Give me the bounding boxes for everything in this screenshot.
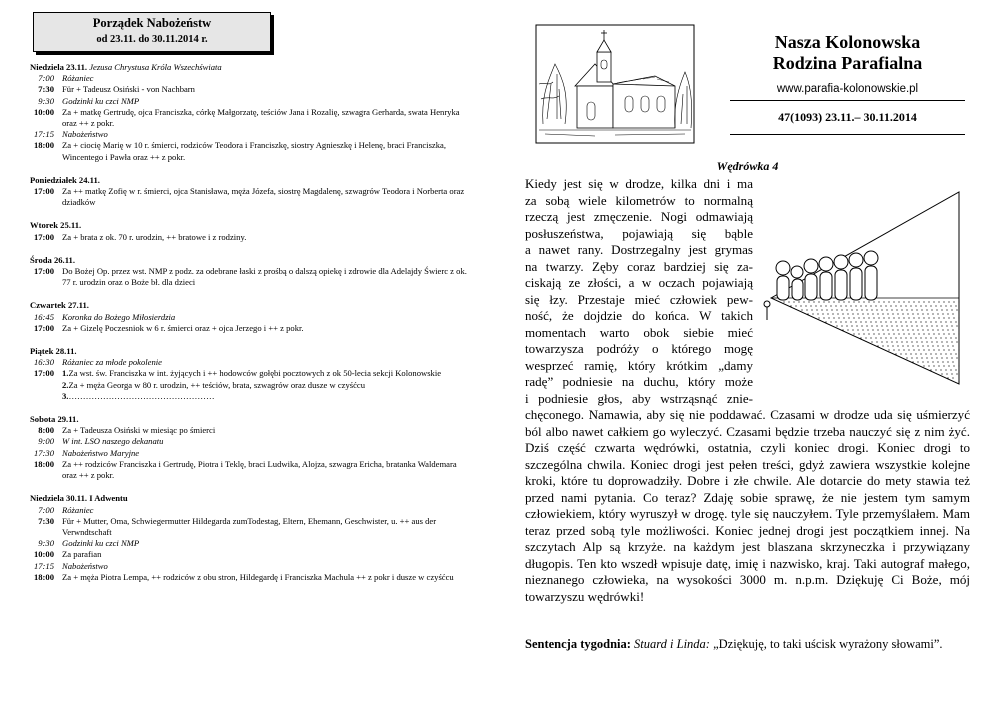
mass-intention [62, 232, 470, 243]
intention-text: Różaniec [62, 73, 94, 84]
mass-intention [62, 73, 470, 84]
mass-intention [62, 107, 470, 129]
parish-url[interactable]: www.parafia-kolonowskie.pl [776, 83, 919, 95]
mass-time: 7:30 [38, 515, 54, 526]
schedule-day [30, 255, 470, 289]
article-line: radę” podniesie na duchu, który może [525, 374, 753, 389]
mass-time: 8:00 [38, 425, 54, 436]
mass-time: 17:00 [33, 266, 54, 277]
church-illustration [535, 24, 695, 144]
day-title [30, 300, 470, 311]
mass-intention [62, 96, 470, 107]
schedule-day [30, 175, 470, 209]
mass-intention [62, 357, 470, 368]
intention-number: 3. [62, 390, 69, 401]
intention-text: Godzinki ku czci NMP [62, 538, 140, 549]
mass-time: 10:00 [33, 106, 54, 117]
schedule-row [30, 538, 470, 549]
article-line: rzeczą jest zmęczenie. Nogi odmawiają [525, 209, 753, 224]
intention-text: Za + Tadeusza Osiński w miesiąc po śmierci [62, 425, 216, 436]
mass-time: 7:00 [38, 504, 54, 515]
bulletin-title-block [725, 32, 970, 95]
mass-intention [62, 436, 470, 447]
mass-time: 10:00 [33, 549, 54, 560]
mass-intention [62, 380, 470, 391]
intention-number: 2. [62, 379, 69, 390]
intention-text: Godzinki ku czci NMP [62, 95, 140, 106]
mass-time: 18:00 [33, 140, 54, 151]
intention-text: Nabożeństwo [62, 560, 108, 571]
mass-time: 7:30 [38, 84, 54, 95]
day-date: Piątek 28.11. [30, 346, 77, 357]
day-title [30, 220, 470, 231]
mass-intention [62, 266, 470, 288]
intention-text: Koronka do Bożego Miłosierdzia [62, 311, 176, 322]
schedule-row [30, 96, 470, 107]
article-line: momentach warto obok siebie mieć [525, 324, 753, 340]
intention-text: Für + Mutter, Oma, Schwiegermutter Hildegarda zumTodestag, Eltern, Ehemann, Geschwister, u. ++ aus der Verwndtschaft [62, 515, 437, 537]
schedule-row [30, 84, 470, 95]
mass-intention [62, 561, 470, 572]
mass-intention [62, 505, 470, 516]
mass-time: 9:30 [38, 95, 54, 106]
schedule-row [30, 572, 470, 583]
schedule-row [30, 448, 470, 459]
day-title [30, 493, 470, 504]
mass-time: 17:00 [33, 231, 54, 242]
mass-time: 18:00 [33, 458, 54, 469]
mass-time: 16:45 [33, 311, 54, 322]
article-line: ność, że dojdzie do końca. W takich [525, 308, 753, 323]
article-narrow-lines [525, 176, 970, 407]
schedule-day [30, 346, 470, 402]
sentence-label: Sentencja tygodnia: [525, 637, 631, 651]
article-line: wesprzeć ramię, który krótkim „damy [525, 357, 753, 373]
day-date: Poniedziałek 24.11. [30, 174, 100, 185]
schedule-row [30, 505, 470, 516]
day-date: Czwartek 27.11. [30, 300, 89, 311]
mass-time: 16:30 [33, 357, 54, 368]
intention-text: Za ++ matkę Zofię w r. śmierci, ojca Stanisława, męża Józefa, siostrę Magdalenę, szwagrów Teodora i Norberta oraz dziadków [62, 186, 465, 208]
intention-text: Za + męża Piotra Lempa, ++ rodziców z obu stron, Hildegardę i Franciszka Machula ++ z pokr i dusze w czyśćcu [62, 571, 454, 582]
mass-intention [62, 549, 470, 560]
day-subtitle: Jezusa Chrystusa Króla Wszechświata [89, 62, 222, 72]
intention-number: 1. [62, 368, 69, 379]
article-line: się łzy. Przestaje mieć człowiek pew- [525, 291, 753, 307]
mass-time: 9:30 [38, 538, 54, 549]
schedule-row [30, 357, 470, 368]
schedule-dates: od 23.11. do 30.11.2014 r. [96, 34, 208, 45]
article-line: ciskają ze złości, a w oczach pojawiają [525, 275, 753, 290]
day-date: Wtorek 25.11. [30, 220, 82, 231]
schedule-row [30, 323, 470, 334]
schedule-row [30, 312, 470, 323]
intention-text: Za + matkę Gertrudę, ojca Franciszka, córkę Małgorzatę, teściów Jana i Rozalię, szwagra Gerharda, swata Henryka oraz ++ z pokr. [62, 106, 460, 129]
day-title [30, 414, 470, 425]
mass-intention [62, 538, 470, 549]
article-line: a nawet rany. Dostrzegalny jest grymas [525, 242, 753, 257]
schedule-day [30, 62, 470, 163]
article-line: na twarzy. Zęby coraz bardziej się za- [525, 258, 753, 274]
article-title: Wędrówka 4 [716, 159, 779, 173]
mass-intention [62, 84, 470, 95]
article-line: i podniesie głos, aby wstrząsnąć znie- [525, 390, 753, 406]
sentence-author: Stuard i Linda: [634, 637, 710, 651]
schedule-row [30, 561, 470, 572]
schedule-row [30, 436, 470, 447]
intention-text: Za + męża Georga w 80 r. urodzin, ++ teściów, brata, szwagrów oraz dusze w czyśćcu [68, 379, 366, 390]
schedule-header-box [33, 12, 271, 52]
mass-time: 17:15 [33, 560, 54, 571]
mass-time: 17:00 [33, 368, 54, 379]
schedule-row [30, 391, 470, 402]
article-line: za sobą wiele kilometrów to normalną [525, 192, 753, 208]
mass-intention [62, 312, 470, 323]
mass-time: 17:00 [33, 186, 54, 197]
schedule-title: Porządek Nabożeństw [92, 16, 212, 30]
mass-intention [62, 572, 470, 583]
intention-text: …………………………………………… [68, 390, 215, 401]
mass-intention [62, 140, 470, 162]
article-body [525, 176, 970, 605]
schedule-row [30, 380, 470, 391]
day-title [30, 346, 470, 357]
day-date: Niedziela 23.11. [30, 62, 88, 72]
article-line: posłuszeństwa, pojawiają się bąble [525, 225, 753, 241]
mass-intention [62, 448, 470, 459]
mass-intention [62, 129, 470, 140]
schedule-row [30, 368, 470, 379]
mass-intention [62, 459, 470, 481]
mass-time: 17:30 [33, 447, 54, 458]
issue-number: 47(1093) 23.11.– 30.11.2014 [778, 110, 917, 124]
article-line: towarzysza podróży o którego mogę [525, 341, 753, 356]
mass-intention [62, 391, 470, 402]
bulletin-title-line2: Rodzina Parafialna [772, 53, 923, 73]
mass-time: 17:00 [33, 322, 54, 333]
mass-time: 7:00 [38, 73, 54, 84]
mass-time: 17:15 [33, 129, 54, 140]
sentence-text: „Dziękuję, to taki uścisk wyrażony słowami”. [713, 637, 943, 651]
bulletin-title-line1: Nasza Kolonowska [774, 32, 921, 52]
mass-intention [62, 323, 470, 334]
article-line: Kiedy jest się w drodze, kilka dni i ma [525, 176, 753, 191]
mass-time [30, 380, 62, 391]
mass-intention [62, 516, 470, 538]
mass-schedule [30, 62, 470, 595]
mass-intention [62, 368, 470, 379]
day-date: Niedziela 30.11. I Adwentu [30, 493, 128, 504]
intention-text: Różaniec za młode pokolenie [62, 357, 162, 368]
schedule-row [30, 140, 470, 162]
intention-text: Für + Tadeusz Osiński - von Nachbarn [62, 84, 195, 95]
schedule-row [30, 266, 470, 288]
intention-text: Różaniec [62, 504, 94, 515]
divider-top [730, 100, 965, 101]
intention-text: Za parafian [62, 549, 102, 560]
schedule-row [30, 107, 470, 129]
mass-intention [62, 425, 470, 436]
intention-text: Za + ciocię Marię w 10 r. śmierci, rodziców Teodora i Franciszkę, siostry Agnieszkę i Helenę, braci Franciszka, Wincentego i Pawła oraz ++ z pokr. [62, 140, 446, 162]
day-date: Środa 26.11. [30, 254, 75, 265]
schedule-row [30, 459, 470, 481]
schedule-row [30, 425, 470, 436]
day-title [30, 175, 470, 186]
intention-text: Do Bożej Op. przez wst. NMP z podz. za odebrane łaski z prośbą o dalszą opiekę i zdrowie dla Adelajdy Świerc z ok. 77 r. urodzin oraz o Boże bł. dla dzieci [62, 266, 467, 288]
schedule-row [30, 73, 470, 84]
schedule-row [30, 186, 470, 208]
intention-text: Nabożeństwo Maryjne [62, 447, 140, 458]
schedule-row [30, 516, 470, 538]
mass-time: 18:00 [33, 571, 54, 582]
mass-time [30, 391, 62, 402]
intention-text: Za + Gizelę Poczesniok w 6 r. śmierci oraz + ojca Jerzego i ++ z pokr. [62, 322, 304, 333]
intention-text: W int. LSO naszego dekanatu [62, 436, 164, 447]
intention-text: Za + brata z ok. 70 r. urodzin, ++ bratowe i z rodziny. [62, 231, 247, 242]
mass-time: 9:00 [38, 436, 54, 447]
mass-intention [62, 186, 470, 208]
article-full-text: chęconego. Namawia, aby się nie poddawać. Czasami w drodze uda się uśmierzyć ból albo nawet całkiem go wyleczyć. Czasami będzie trzeba nauczyć się z nim żyć. Dziś część czwarta wędrówki, ostatnia, czyli koniec drogi. Koniec drogi to szczególna chwila. Koniec drogi jest pełen treści, gdyż zawiera wszystkie kolejne kroki, które tu doprowadziły. Dobre i złe chwile. Ale dotarcie do mety stawia też przed nami pytania. Co teraz? Zdaję sobie sprawę, że nie jestem tym samym człowiekiem, który wyruszył w drogę. tyle się nauczyłem. Tyle przemyślałem. Mam teraz przed sobą tyle możliwości. Koniec jednej drogi jest początkiem innej. Na szczytach Alp są krzyże. na każdym jest blaszana skrzyneczka i przywiązany długopis. Ten kto wszedł wpisuje datę, imię i nazwisko, kraj. Taki autograf małego, nieznanego człowieka, na wysokości 3000 m. n.p.m. Dziękuję Ci Boże, mój towarzyszu wędrówki! [525, 407, 970, 604]
day-title [30, 255, 470, 266]
schedule-day [30, 300, 470, 334]
schedule-row [30, 549, 470, 560]
schedule-row [30, 129, 470, 140]
day-title [30, 62, 470, 73]
day-date: Sobota 29.11. [30, 414, 79, 425]
weekly-sentence [525, 636, 970, 652]
schedule-day [30, 493, 470, 583]
intention-text: Za ++ rodziców Franciszka i Gertrudę, Piotra i Teklę, braci Ludwika, Alojza, szwagra Ericha, bratanka Waldemara oraz ++ z pokr. [62, 458, 457, 481]
divider-bottom [730, 134, 965, 135]
intention-text: Nabożeństwo [62, 129, 108, 140]
intention-text: Za wst. św. Franciszka w int. żyjących i ++ hodowców gołębi pocztowych z ok 50-lecia sekcji Kolonowskie [68, 368, 442, 379]
schedule-day [30, 220, 470, 242]
schedule-day [30, 414, 470, 481]
schedule-row [30, 232, 470, 243]
